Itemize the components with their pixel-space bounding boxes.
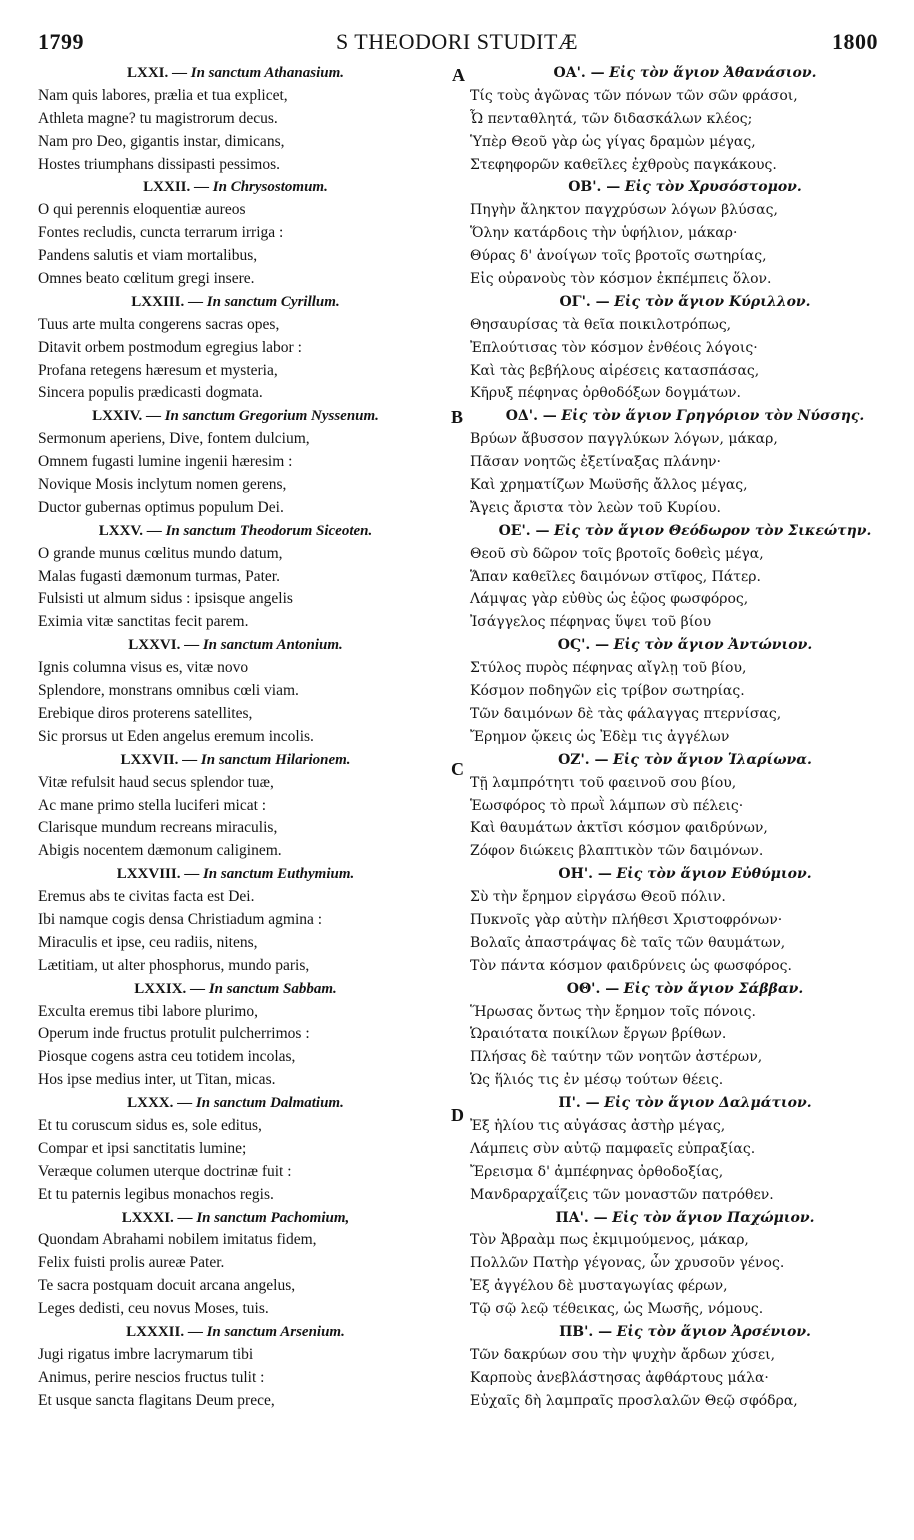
poem-number: ΟΒ'. — (568, 179, 621, 196)
verse-line: Πολλῶν Πατὴρ γέγονας, ὧν χρυσοῦν γένος. (470, 1255, 785, 1272)
poem-title: In sanctum Arsenium. (206, 1323, 345, 1340)
verse-line: Τῇ λαμπρότητι τοῦ φαεινοῦ σου βίου, (470, 774, 737, 791)
verse-line: Λάμπεις σὺν αὐτῷ παμφαεῖς εὐπραξίας. (470, 1140, 756, 1157)
verse-line: Βολαῖς ἀπαστράψας δὲ ταῖς τῶν θαυμάτων, (470, 934, 786, 951)
verse-line: Compar et ipsi sanctitatis lumine; (38, 1139, 247, 1157)
margin-letter-d: D (451, 1105, 464, 1125)
poem-title: In sanctum Antonium. (202, 637, 343, 654)
poem-number: ΟΑ'. — (553, 65, 605, 81)
poem-heading (470, 634, 880, 657)
poem-title: Εἰς τὸν ἅγιον Γρηγόριον τὸν Νύσσης. (561, 408, 865, 425)
verse-line: Ductor gubernas optimus populum Dei. (38, 498, 284, 516)
verse-line: Βρύων ἄβυσσον παγγλύκων λόγων, μάκαρ, (470, 431, 778, 448)
verse-line: Leges dedisti, ceu novus Moses, tuis. (38, 1300, 269, 1318)
poem-title: Εἰς τὸν ἅγιον Ἀθανάσιον. (609, 65, 817, 81)
poem-heading (470, 749, 880, 772)
verse-line: Veræque columen uterque doctrinæ fuit : (38, 1162, 292, 1180)
verse-line: O qui perennis eloquentiæ aureos (38, 201, 246, 219)
verse-line: Πηγὴν ἄληκτον παγχρύσων λόγων βλύσας, (470, 202, 778, 219)
poem-title: Εἰς τὸν ἅγιον Δαλμάτιον. (604, 1095, 812, 1112)
verse-line: Fulsisti ut almum sidus : ipsisque angelis (38, 590, 293, 608)
poem-heading (38, 749, 433, 772)
verse-line: Sermonum aperiens, Dive, fontem dulcium, (38, 430, 310, 448)
margin-letter-c: C (451, 759, 464, 779)
poem-heading (38, 863, 433, 886)
verse-line: Ἅπαν καθεῖλες δαιμόνων στῖφος, Πάτερ. (470, 568, 761, 585)
verse-line: Novique Mosis inclytum nomen gerens, (38, 476, 287, 494)
poem-number: LXXII. — (143, 179, 210, 196)
poem-heading (38, 634, 433, 657)
verse-line: Κῆρυξ πέφηνας ὀρθοδόξων δογμάτων. (470, 385, 742, 402)
verse-line: Ὡραιότατα ποικίλων ἔργων βρίθων. (470, 1026, 727, 1043)
poem-heading (38, 405, 433, 428)
poem-heading (470, 291, 880, 314)
verse-line: Κόσμον ποδηγῶν εἰς τρίβον σωτηρίας. (470, 683, 745, 700)
verse-line: Sic prorsus ut Eden angelus eremum incolis. (38, 727, 314, 745)
poem-number: ΟΕ'. — (498, 522, 550, 539)
poem-heading (470, 1321, 880, 1344)
verse-line: Ibi namque cogis densa Christiadum agmina : (38, 910, 323, 928)
poem-number: LXXVI. — (128, 637, 200, 654)
poem-title: In sanctum Dalmatium. (195, 1095, 344, 1112)
verse-line: Hostes triumphans dissipasti pessimos. (38, 155, 280, 173)
verse-line: Ditavit orbem postmodum egregius labor : (38, 338, 302, 356)
poem-number: LXXIX. — (134, 980, 206, 997)
verse-line: Animus, perire nescios fructus tulit : (38, 1368, 265, 1386)
poem-title: In sanctum Pachomium, (196, 1209, 350, 1226)
poem-heading (470, 520, 880, 543)
poem-heading (38, 62, 433, 85)
verse-line: Omnes beato cœlitum gregi insere. (38, 270, 255, 288)
verse-line: Abigis nocentem dæmonum caliginem. (38, 842, 282, 860)
verse-line: Operum inde fructus protulit pulcherrimos : (38, 1025, 310, 1043)
verse-line: Ἐξ ἡλίου τις αὐγάσας ἀστὴρ μέγας, (470, 1117, 726, 1134)
verse-line: Μανδραρχαΐζεις τῶν μοναστῶν πατρόθεν. (470, 1186, 774, 1203)
poem-number: Π'. — (558, 1095, 600, 1112)
verse-line: Exculta eremus tibi labore plurimo, (38, 1002, 258, 1020)
poem-heading (470, 62, 880, 85)
verse-line: Σὺ τὴν ἔρημον εἰργάσω Θεοῦ πόλιν. (470, 889, 726, 906)
verse-line: Eximia vitæ sanctitas fecit parem. (38, 613, 249, 631)
verse-line: Καὶ τὰς βεβήλους αἱρέσεις κατασπάσας, (470, 362, 760, 379)
poem-number: LXXX. — (127, 1095, 193, 1112)
verse-line: Τῷ σῷ λεῷ τέθεικας, ὡς Μωσῆς, νόμους. (470, 1301, 764, 1318)
poem-number: LXXV. — (98, 522, 162, 539)
poem-title: Εἰς τὸν ἅγιον Θεόδωρον τὸν Σικεώτην. (553, 522, 872, 539)
poem-title: Εἰς τὸν ἅγιον Ἀρσένιον. (616, 1323, 811, 1340)
verse-line: Θύρας δ' ἀνοίγων τοῖς βροτοῖς σωτηρίας, (470, 248, 767, 265)
verse-line: Θεοῦ σὺ δῶρον τοῖς βροτοῖς δοθεὶς μέγα, (470, 545, 764, 562)
verse-line: Λάμψας γὰρ εὐθὺς ὡς ἑῷος φωσφόρος, (470, 591, 749, 608)
verse-line: Στεφηφορῶν καθεῖλες ἐχθροὺς παγκάκους. (470, 156, 777, 173)
verse-line: Lætitiam, ut alter phosphorus, mundo paris, (38, 956, 310, 974)
verse-line: Ac mane primo stella luciferi micat : (38, 796, 267, 814)
verse-line: Et tu paternis legibus monachos regis. (38, 1185, 274, 1203)
verse-line: Piosque cogens astra ceu totidem incolas, (38, 1048, 296, 1066)
poem-title: In sanctum Athanasium. (190, 65, 345, 81)
verse-line: Jugi rigatus imbre lacrymarum tibi (38, 1345, 254, 1363)
poem-heading (470, 176, 880, 199)
verse-line: Ἐξ ἀγγέλου δὲ μυσταγωγίας φέρων, (470, 1278, 728, 1295)
poem-heading (38, 978, 433, 1001)
verse-line: Felix fuisti prolis aureæ Pater. (38, 1254, 225, 1272)
verse-line: Sincera populis prædicasti dogmata. (38, 384, 263, 402)
poem-heading (38, 1092, 433, 1115)
poem-number: LXXXII. — (126, 1323, 203, 1340)
poem-title: In sanctum Sabbam. (208, 980, 337, 997)
poem-number: ΠΑ'. — (555, 1209, 608, 1226)
poem-title: Εἰς τὸν ἅγιον Ἱλαρίωνα. (612, 751, 812, 768)
poem-title: In sanctum Euthymium. (202, 866, 355, 883)
poem-title: In Chrysostomum. (212, 179, 328, 196)
verse-line: Στύλος πυρὸς πέφηνας αἴγλῃ τοῦ βίου, (470, 660, 747, 677)
poem-number: ΟΖ'. — (558, 751, 609, 768)
poem-number: ΟΔ'. — (505, 408, 557, 425)
verse-line: Omnem fugasti lumine ingenii hæresim : (38, 453, 293, 471)
verse-line: Τίς τοὺς ἀγῶνας τῶν πόνων τῶν σῶν φράσοι, (470, 87, 798, 104)
poem-number: LXXIII. — (131, 293, 203, 310)
greek-column (470, 62, 880, 1413)
verse-line: Miraculis et ipse, ceu radiis, nitens, (38, 933, 258, 951)
verse-line: Malas fugasti dæmonum turmas, Pater. (38, 567, 280, 585)
poem-title: Εἰς τὸν ἅγιον Παχώμιον. (612, 1209, 815, 1226)
verse-line: Ἑωσφόρος τὸ πρωῒ λάμπων σὺ πέλεις· (470, 797, 744, 814)
verse-line: Καὶ χρηματίζων Μωϋσῆς ἄλλος μέγας, (470, 477, 748, 494)
poem-number: ΟΓ'. — (559, 293, 610, 310)
poem-heading (38, 520, 433, 543)
verse-line: Nam quis labores, prælia et tua explicet, (38, 86, 288, 104)
poem-title: In sanctum Hilarionem. (200, 751, 351, 768)
verse-line: Et usque sancta flagitans Deum prece, (38, 1391, 275, 1409)
verse-line: Eremus abs te civitas facta est Dei. (38, 888, 255, 906)
verse-line: Vitæ refulsit haud secus splendor tuæ, (38, 773, 274, 791)
poem-title: Εἰς τὸν ἅγιον Ἀντώνιον. (613, 637, 813, 654)
verse-line: Καρποὺς ἀνεβλάστησας ἀφθάρτους μάλα· (470, 1369, 769, 1386)
verse-line: Θησαυρίσας τὰ θεῖα ποικιλοτρόπως, (470, 316, 732, 333)
verse-line: Πᾶσαν νοητῶς ἐξετίναξας πλάνην· (470, 454, 721, 471)
poem-number: LXXXI. — (121, 1209, 193, 1226)
latin-column (38, 62, 433, 1413)
poem-heading (38, 1207, 433, 1230)
verse-line: Ζόφον διώκεις βλαπτικὸν τῶν δαιμόνων. (470, 843, 764, 860)
verse-line: Pandens salutis et viam mortalibus, (38, 247, 258, 265)
poem-title: In sanctum Theodorum Siceoten. (165, 522, 373, 539)
verse-line: Tuus arte multa congerens sacras opes, (38, 315, 280, 333)
poem-number: ΟΗ'. — (558, 866, 612, 883)
verse-line: Ἥρωσας ὄντως τὴν ἔρημον τοῖς πόνοις. (470, 1003, 756, 1020)
poem-title: Εἰς τὸν Χρυσόστομον. (624, 179, 802, 196)
poem-heading (38, 1321, 433, 1344)
poem-title: Εἰς τὸν ἅγιον Σάββαν. (623, 980, 804, 997)
verse-line: Τὸν πάντα κόσμον φαιδρύνεις ὡς φωσφόρος. (470, 957, 792, 974)
verse-line: Erebique diros proterens satellites, (38, 704, 253, 722)
verse-line: Τῶν δαιμόνων δὲ τὰς φάλαγγας πτερνίσας, (470, 705, 782, 722)
column-number-left: 1799 (38, 29, 84, 54)
verse-line: Εἰς οὐρανοὺς τὸν κόσμον ἐκπέμπεις ὅλον. (470, 271, 772, 288)
verse-line: Ὅλην κατάρδοις τὴν ὑφήλιον, μάκαρ· (470, 225, 738, 242)
verse-line: Ἔρεισμα δ' ἀμπέφηνας ὀρθοδοξίας, (470, 1163, 724, 1180)
poem-heading (470, 978, 880, 1001)
margin-letter-a: A (452, 65, 465, 85)
verse-line: Τὸν Ἀβραὰμ πως ἐκμιμούμενος, μάκαρ, (470, 1232, 749, 1249)
verse-line: Fontes recludis, cuncta terrarum irriga : (38, 224, 284, 242)
verse-line: Ignis columna visus es, vitæ novo (38, 659, 249, 677)
verse-line: Nam pro Deo, gigantis instar, dimicans, (38, 132, 285, 150)
verse-line: Ὑπὲρ Θεοῦ γὰρ ὡς γίγας δραμὼν μέγας, (470, 133, 756, 150)
verse-line: Πλήσας δὲ ταύτην τῶν νοητῶν ἀστέρων, (470, 1049, 763, 1066)
poem-title: In sanctum Cyrillum. (206, 293, 340, 310)
poem-heading (470, 1207, 880, 1230)
poem-heading (470, 863, 880, 886)
poem-number: LXXVIII. — (116, 866, 200, 883)
verse-line: Εὐχαῖς δὴ λαμπραῖς προσλαλῶν Θεῷ σφόδρα, (470, 1392, 798, 1409)
poem-number: ΟΘ'. — (566, 980, 620, 997)
poem-number: LXXVII. — (120, 751, 198, 768)
poem-number: ΟϚ'. — (557, 637, 610, 654)
verse-line: Et tu coruscum sidus es, sole editus, (38, 1116, 262, 1134)
verse-line: Profana retegens hæresum et mysteria, (38, 361, 278, 379)
poem-number: LXXI. — (126, 65, 187, 81)
column-number-right: 1800 (832, 29, 878, 54)
poem-title: In sanctum Gregorium Nyssenum. (164, 408, 379, 425)
verse-line: Ὡς ἥλιός τις ἐν μέσῳ τούτων θέεις. (470, 1072, 724, 1089)
verse-line: Te sacra postquam docuit arcana angelus, (38, 1277, 296, 1295)
poem-number: LXXIV. — (92, 408, 161, 425)
verse-line: Τῶν δακρύων σου τὴν ψυχὴν ἄρδων χύσει, (470, 1346, 776, 1363)
verse-line: Πυκνοῖς γὰρ αὐτὴν πλήθεσι Χριστοφρόνων· (470, 911, 783, 928)
poem-number: ΠΒ'. — (559, 1323, 613, 1340)
poem-heading (470, 405, 880, 428)
poem-heading (38, 291, 433, 314)
page-header (0, 0, 914, 60)
poem-title: Εἰς τὸν ἅγιον Εὐθύμιον. (616, 866, 812, 883)
verse-line: Ἔρημον ᾤκεις ὡς Ἐδὲμ τις ἀγγέλων (470, 728, 730, 745)
verse-line: Ἐπλούτισας τὸν κόσμον ἐνθέοις λόγοις· (470, 339, 758, 356)
verse-line: Καὶ θαυμάτων ἀκτῖσι κόσμον φαιδρύνων, (470, 820, 768, 837)
poem-heading (470, 1092, 880, 1115)
poem-heading (38, 176, 433, 199)
running-title: S THEODORI STUDITÆ (335, 29, 579, 54)
verse-line: Ὦ πενταθλητά, τῶν διδασκάλων κλέος; (470, 110, 753, 127)
verse-line: O grande munus cœlitus mundo datum, (38, 544, 283, 562)
verse-line: Quondam Abrahami nobilem imitatus fidem, (38, 1231, 317, 1249)
verse-line: Hos ipse medius inter, ut Titan, micas. (38, 1071, 276, 1089)
verse-line: Splendore, monstrans omnibus cœli viam. (38, 682, 299, 700)
margin-letter-b: B (451, 407, 464, 427)
verse-line: Ἄγεις ἄριστα τὸν λεὼν τοῦ Κυρίου. (470, 499, 721, 516)
verse-line: Athleta magne? tu magistrorum decus. (38, 109, 278, 127)
poem-title: Εἰς τὸν ἅγιον Κύριλλον. (614, 293, 811, 310)
verse-line: Clarisque mundum recreans miraculis, (38, 819, 278, 837)
verse-line: Ἰσάγγελος πέφηνας ὕψει τοῦ βίου (470, 614, 712, 631)
